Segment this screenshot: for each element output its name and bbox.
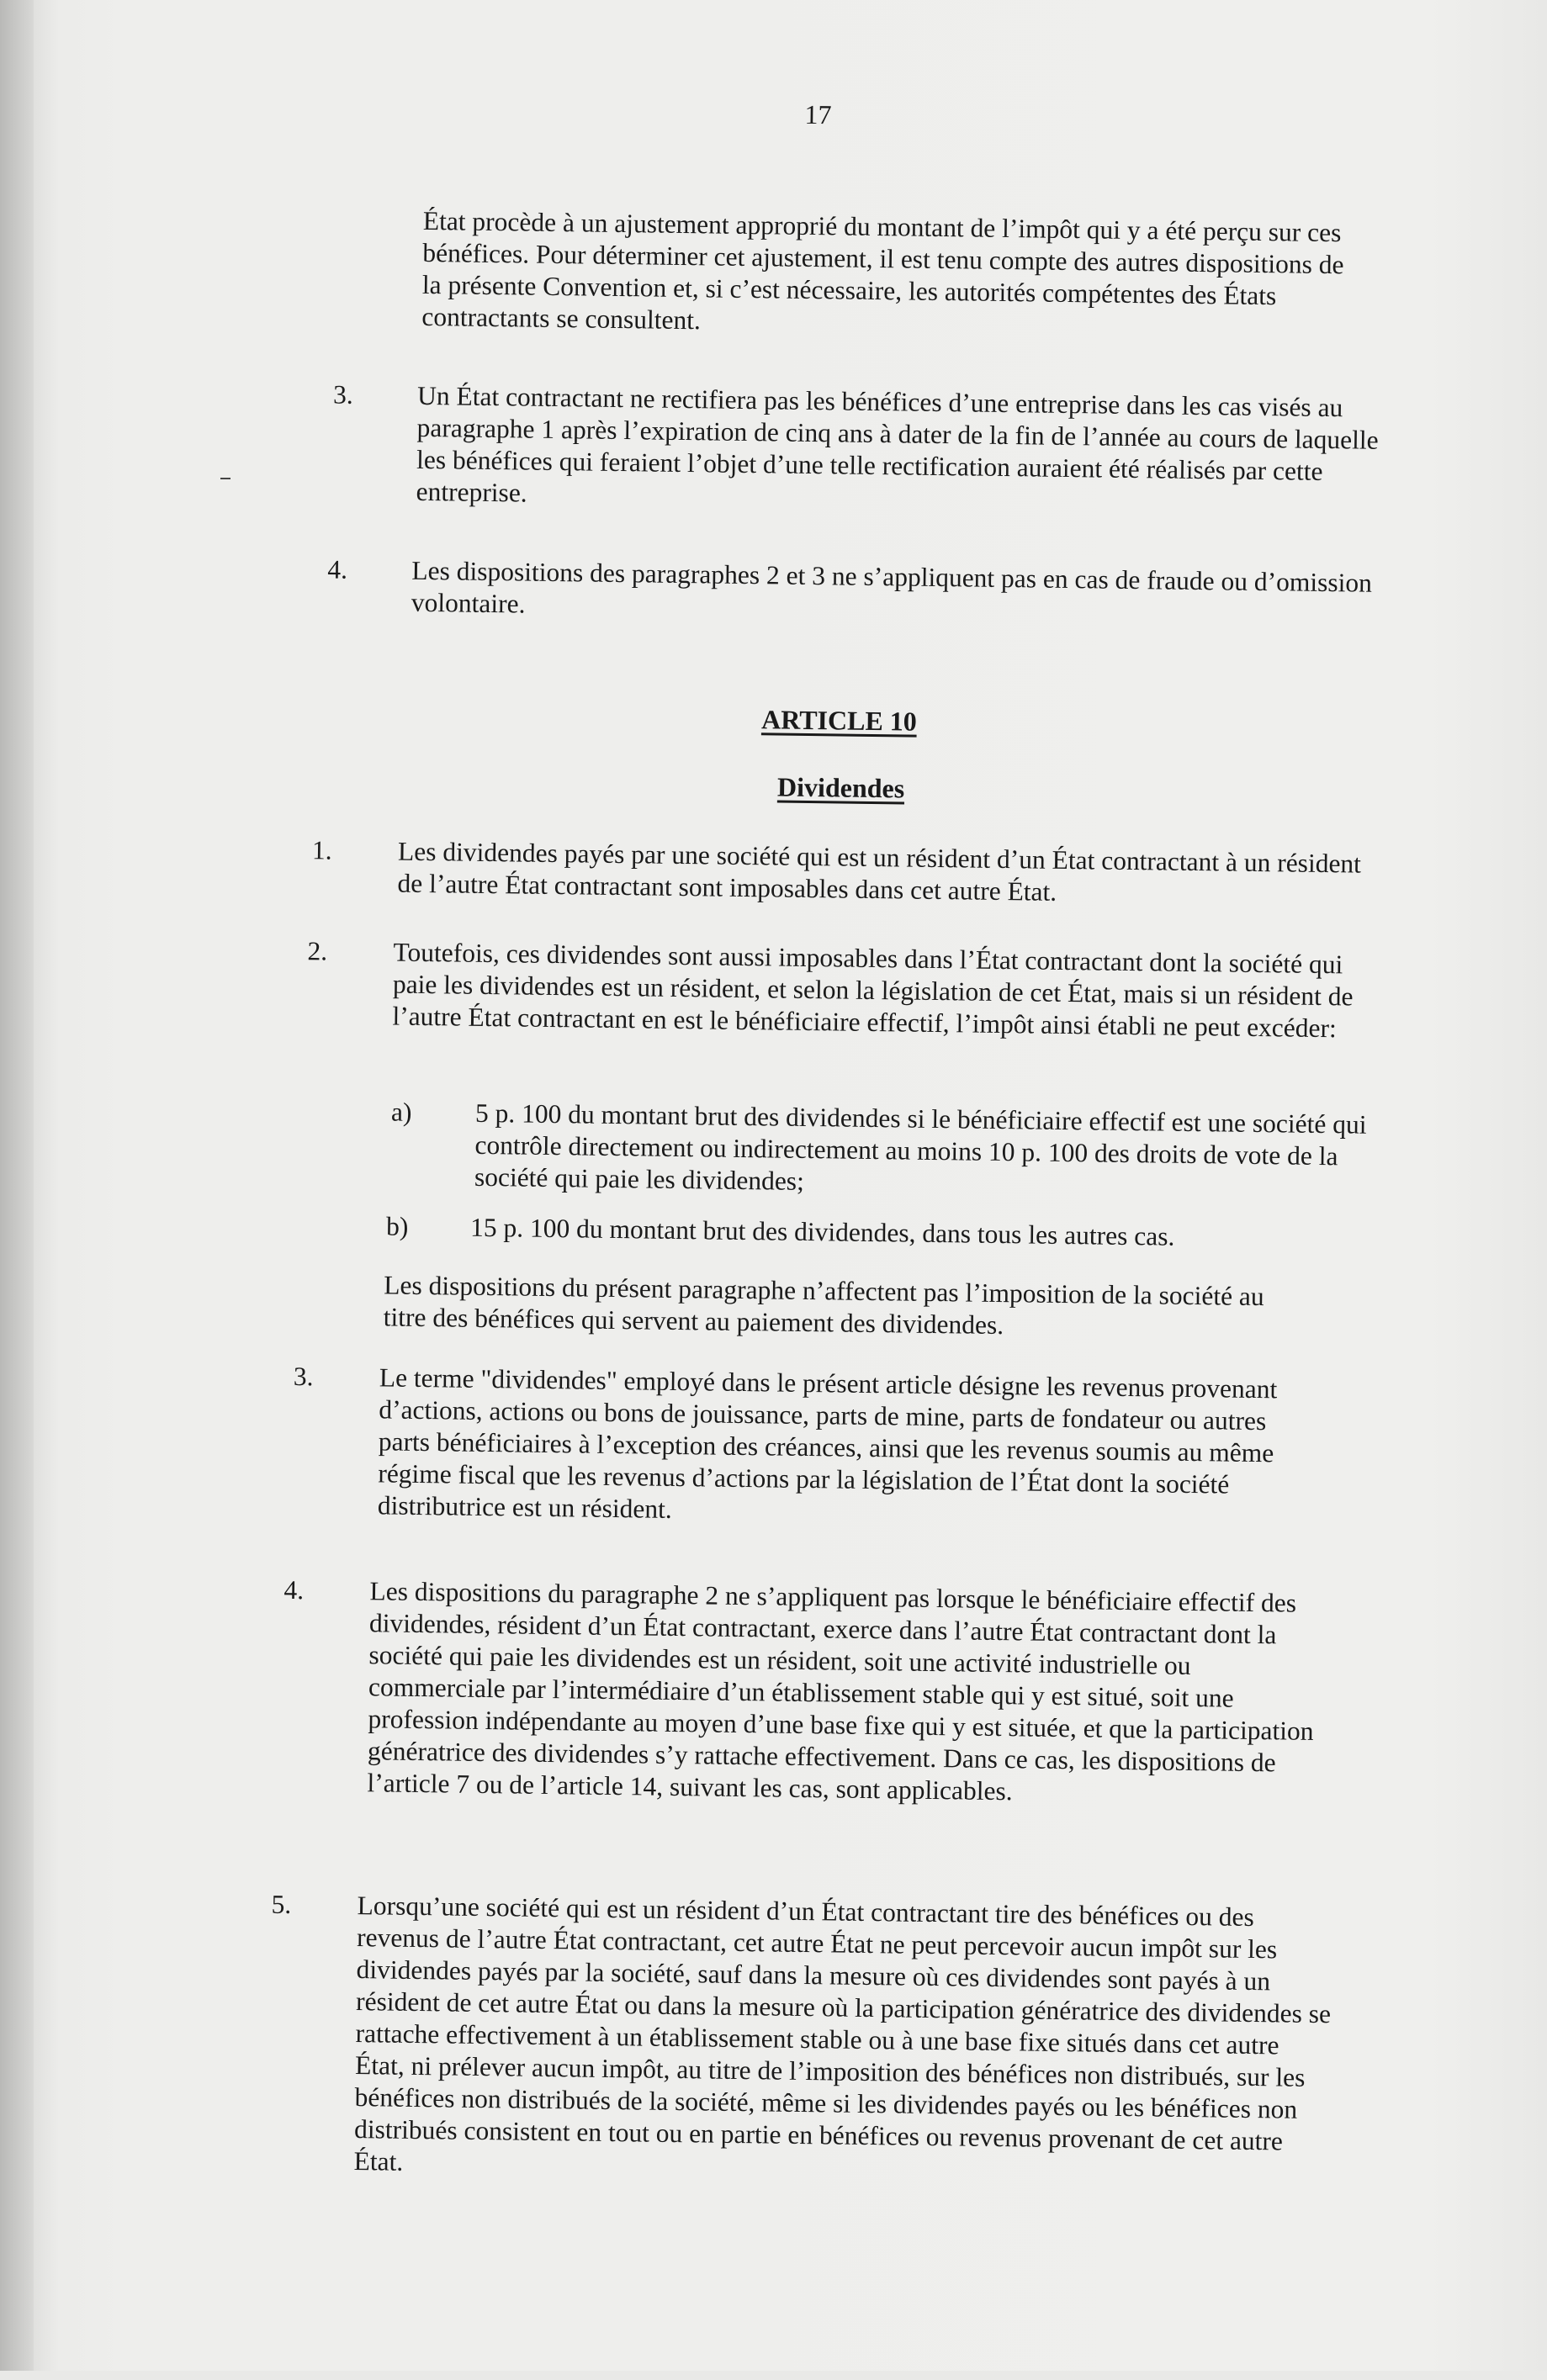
article-10-para-2-item-b-label: b) [385, 1211, 409, 1241]
article-9-para-4-text: Les dispositions des paragraphes 2 et 3 ne s’appliquent pas en cas de fraude ou d’omission volontaire. [411, 555, 1373, 619]
article-10-para-3-number: 3. [293, 1362, 314, 1392]
article-10-para-5-text: Lorsqu’une société qui est un résident d’un État contractant tire des bénéfices ou des revenus de l’autre État contractant, cet autre État ne peut percevoir aucun impôt sur les dividendes payés par la société, sauf dans la mesure où ces dividendes sont payés à un résident de cet autre État ou dans la mesure où la participation génératrice des dividendes se rattache effectivement à un établissement stable ou à une base fixe situés dans cet autre État, ni prélever aucun impôt, au titre de l’imposition des bénéfices non distribués, sur les bénéfices non distribués de la société, même si les dividendes payés ou les bénéfices non distribués consistent en tout ou en partie en bénéfices ou revenus provenant de cet autre État. [353, 1891, 1332, 2176]
article-10-para-2-item-a-text: 5 p. 100 du montant brut des dividendes si le bénéficiaire effectif est une société qui contrôle directement ou indirectement au moins 10 p. 100 des droits de vote de la société qui paie les dividendes; [474, 1097, 1367, 1196]
article-10-para-2-item-b-text: 15 p. 100 du montant brut des dividendes, dans tous les autres cas. [469, 1212, 1175, 1251]
article-10-para-2-item-a-label: a) [390, 1097, 412, 1127]
article-10-para-4-number: 4. [283, 1574, 305, 1605]
article-10-para-2-number: 2. [307, 936, 328, 966]
article-10-para-1-number: 1. [311, 835, 332, 865]
article-10-para-3-text: Le terme "dividendes" employé dans le présent article désigne les revenus provenant d’actions, actions ou bons de jouissance, parts de mine, parts de fondateur ou autres parts bénéficiaires à l’exception des créances, ainsi que les revenus soumis au même régime fiscal que les revenus d’actions par la législation de l’État dont la société distributrice est un résident. [377, 1362, 1278, 1524]
article-10-para-5-number: 5. [271, 1889, 292, 1920]
article-10-para-1-text: Les dividendes payés par une société qui est un résident d’un État contractant à un résident de l’autre État contractant sont imposables dans cet autre État. [397, 836, 1362, 907]
article-10-heading: ARTICLE 10 [760, 704, 918, 737]
article-10-subheading: Dividendes [776, 771, 905, 804]
article-10-para-2-closing: Les dispositions du présent paragraphe n’affectent pas l’imposition de la société au titre des bénéfices qui servent au paiement des dividendes. [383, 1270, 1264, 1341]
article-10-para-4-text: Les dispositions du paragraphe 2 ne s’appliquent pas lorsque le bénéficiaire effectif des dividendes, résident d’un État contractant, exerce dans l’autre État contractant dont la société qui paie les dividendes est un résident, soit une activité industrielle ou commerciale par l’intermédiaire d’un établissement stable qui y est situé, soit une profession indépendante au moyen d’une base fixe qui y est située, et que la participation génératrice des dividendes s’y rattache effectivement. Dans ce cas, les dispositions de l’article 7 ou de l’article 14, suivant les cas, sont applicables. [367, 1576, 1314, 1806]
article-9-para-2-continuation: État procède à un ajustement approprié du montant de l’impôt qui y a été perçu sur ces bénéfices. Pour déterminer cet ajustement, il est tenu compte des autres dispositions de la présente Convention et, si c’est nécessaire, les autorités compétentes des États contractants se consultent. [421, 205, 1344, 336]
article-9-para-3-number: 3. [332, 379, 353, 410]
article-9-para-4-number: 4. [327, 554, 348, 584]
page-number: 17 [804, 98, 832, 130]
article-10-para-2-text: Toutefois, ces dividendes sont aussi imposables dans l’État contractant dont la société qui paie les dividendes est un résident, et selon la législation de cet État, mais si un résident de l’autre État contractant en est le bénéficiaire effectif, l’impôt ainsi établi ne peut excéder: [392, 937, 1354, 1044]
article-9-para-3-text: Un État contractant ne rectifiera pas les bénéfices d’une entreprise dans les cas visés au paragraphe 1 après l’expiration de cinq ans à dater de la fin de l’année au cours de laquelle les bénéfices qui feraient l’objet d’une telle rectification auraient été réalisés par cette entreprise. [416, 380, 1379, 508]
